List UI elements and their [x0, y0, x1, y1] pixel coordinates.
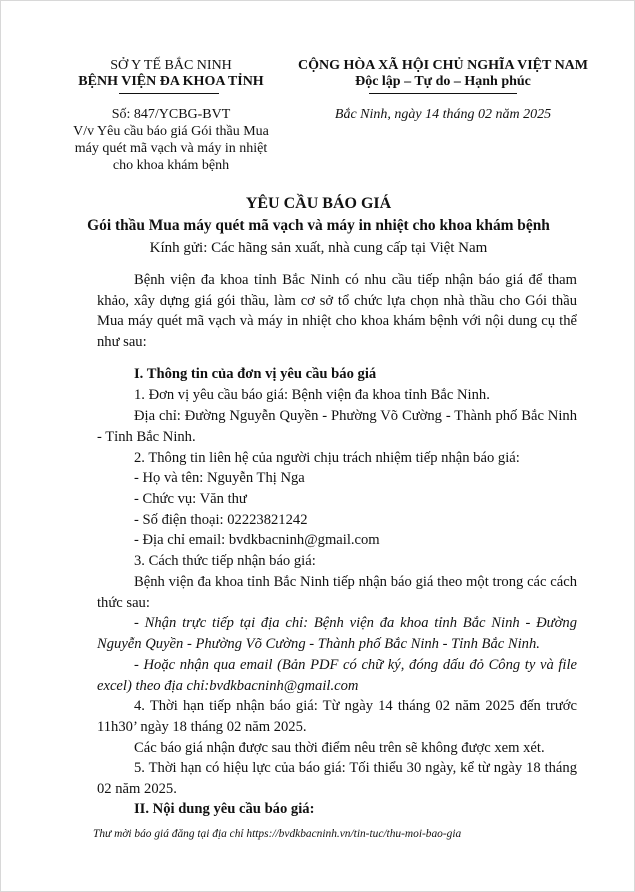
subject-line-1: V/v Yêu cầu báo giá Gói thầu Mua: [73, 124, 269, 139]
section-1-heading: I. Thông tin của đơn vị yêu cầu báo giá: [134, 366, 377, 382]
subject-line-3: cho khoa khám bệnh: [112, 158, 230, 173]
contact-phone: - Số điện thoại: 02223821242: [134, 512, 308, 528]
contact-email: - Địa chỉ email: bvdkbacninh@gmail.com: [134, 532, 380, 548]
section-2-heading: II. Nội dung yêu cầu báo giá:: [134, 801, 315, 817]
late-submission-note: Các báo giá nhận được sau thời điểm nêu trên sẽ không được xem xét.: [134, 740, 545, 756]
hospital-underline: [119, 93, 219, 94]
hospital-name: BỆNH VIỆN ĐA KHOA TỈNH: [78, 74, 264, 89]
section-1-item-2: 2. Thông tin liên hệ của người chịu trách nhiệm tiếp nhận báo giá:: [134, 450, 520, 466]
contact-position: - Chức vụ: Văn thư: [134, 491, 247, 507]
section-1-item-3: 3. Cách thức tiếp nhận báo giá:: [134, 553, 316, 569]
document-title: YÊU CẦU BÁO GIÁ: [245, 195, 392, 212]
national-motto: Độc lập – Tự do – Hạnh phúc: [355, 74, 531, 89]
document-date: Bắc Ninh, ngày 14 tháng 02 năm 2025: [334, 107, 552, 122]
document-number: Số: 847/YCBG-BVT: [111, 107, 231, 122]
intro-paragraph: Bệnh viện đa khoa tỉnh Bắc Ninh có nhu cầu tiếp nhận báo giá để tham khảo, xây dựng giá gói thầu, làm cơ sở tổ chức lựa chọn nhà thầu cho Gói thầu Mua máy quét mã vạch và máy in nhiệt cho khoa khám bệnh với nội dung cụ thể như sau:: [97, 272, 577, 350]
country-name: CỘNG HÒA XÃ HỘI CHỦ NGHĨA VIỆT NAM: [297, 58, 588, 73]
method-direct: - Nhận trực tiếp tại địa chỉ: Bệnh viện đa khoa tỉnh Bắc Ninh - Đường Nguyễn Quyền - Phường Võ Cường - Thành phố Bắc Ninh - Tỉnh Bắc Ninh.: [97, 615, 577, 652]
method-intro: Bệnh viện đa khoa tỉnh Bắc Ninh tiếp nhận báo giá theo một trong các cách thức sau:: [97, 574, 577, 611]
document-subtitle: Gói thầu Mua máy quét mã vạch và máy in nhiệt cho khoa khám bệnh: [87, 217, 550, 234]
section-1-item-4: 4. Thời hạn tiếp nhận báo giá: Từ ngày 14 tháng 02 năm 2025 đến trước 11h30’ ngày 18 tháng 02 năm 2025.: [97, 698, 577, 735]
section-1-address: Địa chỉ: Đường Nguyễn Quyền - Phường Võ Cường - Thành phố Bắc Ninh - Tỉnh Bắc Ninh.: [97, 408, 577, 445]
motto-underline: [369, 93, 517, 94]
footer-note: Thư mời báo giá đăng tại địa chỉ https://bvdkbacninh.vn/tin-tuc/thu-moi-bao-gia: [93, 828, 462, 840]
contact-name: - Họ và tên: Nguyễn Thị Nga: [134, 470, 305, 486]
department-name: SỞ Y TẾ BẮC NINH: [110, 58, 232, 73]
greeting-line: Kính gửi: Các hãng sản xuất, nhà cung cấp tại Việt Nam: [149, 240, 488, 256]
section-1-item-1: 1. Đơn vị yêu cầu báo giá: Bệnh viện đa khoa tỉnh Bắc Ninh.: [134, 387, 490, 403]
section-1-item-5: 5. Thời hạn có hiệu lực của báo giá: Tối thiểu 30 ngày, kể từ ngày 18 tháng 02 năm 2025.: [97, 760, 577, 797]
method-email: - Hoặc nhận qua email (Bản PDF có chữ ký, đóng dấu đỏ Công ty và file excel) theo địa chỉ:bvdkbacninh@gmail.com: [97, 657, 577, 694]
subject-line-2: máy quét mã vạch và máy in nhiệt: [74, 141, 268, 156]
